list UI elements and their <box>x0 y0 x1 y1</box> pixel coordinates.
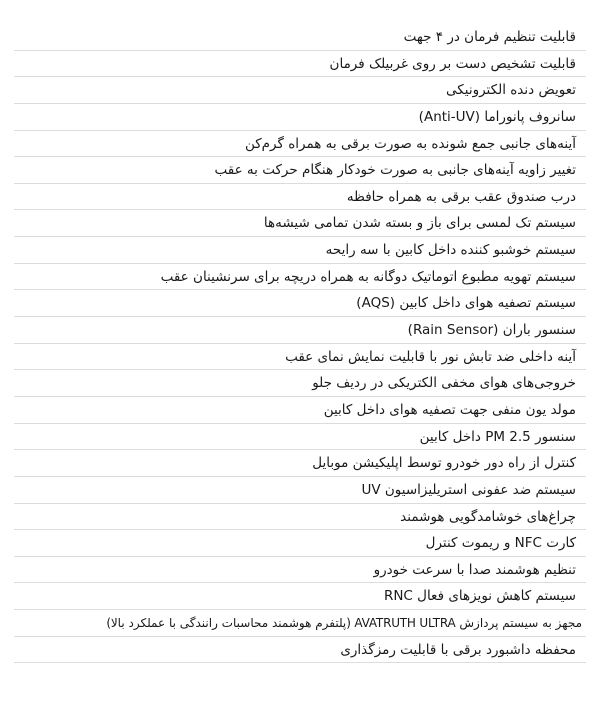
feature-row-hidden-air-vents: خروجی‌های هوای مخفی الکتریکی در ردیف جلو <box>14 370 586 397</box>
feature-row-welcome-lights: چراغ‌های خوشامدگویی هوشمند <box>14 504 586 531</box>
feature-row-pm25-sensor: سنسور PM 2.5 داخل کابین <box>14 424 586 451</box>
feature-row-rnc: سیستم کاهش نویزهای فعال RNC <box>14 583 586 610</box>
feature-row-fragrance-system: سیستم خوشبو کننده داخل کابین با سه رایحه <box>14 237 586 264</box>
feature-row-one-touch-windows: سیستم تک لمسی برای باز و بسته شدن تمامی شیشه‌ها <box>14 210 586 237</box>
feature-row-nfc-card: کارت NFC و ریموت کنترل <box>14 530 586 557</box>
feature-row-avatruth-ultra: مجهز به سیستم پردازش AVATRUTH ULTRA (پلتفرم هوشمند محاسبات رانندگی با عملکرد بالا) <box>14 610 586 637</box>
feature-row-ionizer: مولد یون منفی جهت تصفیه هوای داخل کابین <box>14 397 586 424</box>
feature-row-auto-dimming-mirror: آینه داخلی ضد تابش نور با قابلیت نمایش نمای عقب <box>14 344 586 371</box>
feature-row-electronic-gear: تعویض دنده الکترونیکی <box>14 77 586 104</box>
feature-row-aqs: سیستم تصفیه هوای داخل کابین (AQS) <box>14 290 586 317</box>
feature-row-power-tailgate: درب صندوق عقب برقی به همراه حافظه <box>14 184 586 211</box>
feature-row-reverse-tilt-mirrors: تغییر زاویه آینه‌های جانبی به صورت خودکار هنگام حرکت به عقب <box>14 157 586 184</box>
feature-row-folding-heated-mirrors: آینه‌های جانبی جمع شونده به صورت برقی به همراه گرم‌کن <box>14 131 586 158</box>
feature-row-app-remote-control: کنترل از راه دور خودرو توسط اپلیکیشن موبایل <box>14 450 586 477</box>
feature-list <box>14 24 586 663</box>
feature-row-steering-adjust: قابلیت تنظیم فرمان در ۴ جهت <box>14 24 586 51</box>
feature-row-uv-sterilization: سیستم ضد عفونی استریلیزاسیون UV <box>14 477 586 504</box>
feature-row-panoramic-sunroof: سانروف پانوراما (Anti-UV) <box>14 104 586 131</box>
feature-row-hands-on-detection: قابلیت تشخیص دست بر روی غربیلک فرمان <box>14 51 586 78</box>
feature-row-glovebox-lock: محفظه داشبورد برقی با قابلیت رمزگذاری <box>14 637 586 664</box>
feature-row-rain-sensor: سنسور باران (Rain Sensor) <box>14 317 586 344</box>
feature-row-dual-climate: سیستم تهویه مطبوع اتوماتیک دوگانه به همراه دریچه برای سرنشینان عقب <box>14 264 586 291</box>
feature-row-speed-volume: تنظیم هوشمند صدا با سرعت خودرو <box>14 557 586 584</box>
